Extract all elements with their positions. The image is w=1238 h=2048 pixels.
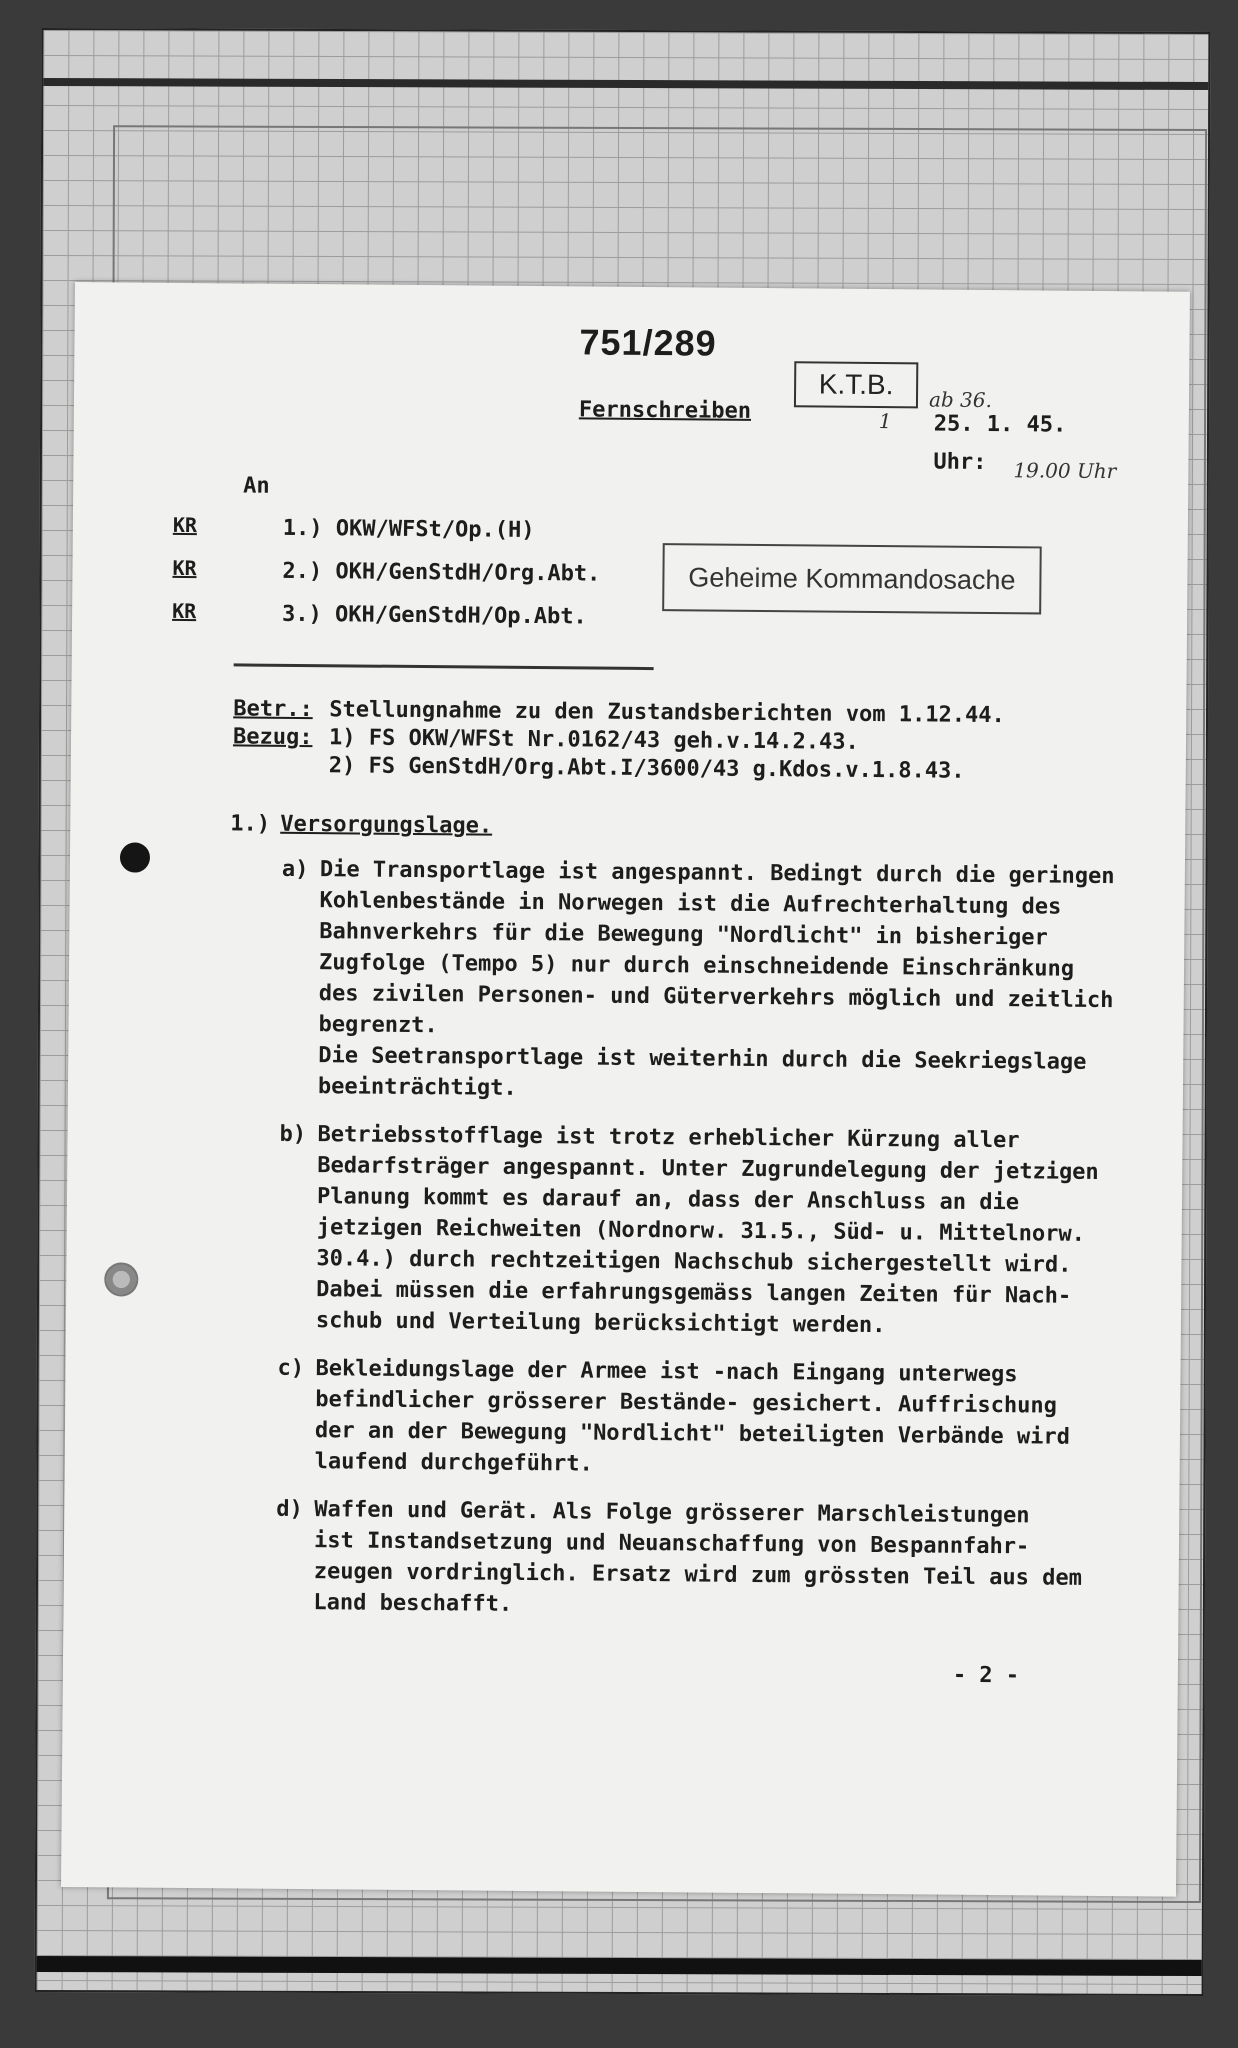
recipient-1: 1.) OKW/WFSt/Op.(H) bbox=[282, 515, 535, 544]
reference-2: 2) FS GenStdH/Org.Abt.I/3600/43 g.Kdos.v.1.8.43. bbox=[328, 753, 965, 784]
item-b-line: schub und Verteilung berücksichtigt werden. bbox=[315, 1308, 886, 1339]
telex-document bbox=[61, 282, 1190, 1897]
item-b-line: jetzigen Reichweiten (Nordnorw. 31.5., Süd- u. Mittelnorw. bbox=[316, 1215, 1086, 1247]
subject-text: Stellungnahme zu den Zustandsberichten vom 1.12.44. bbox=[329, 697, 1005, 729]
item-d-line: Waffen und Gerät. Als Folge grösserer Marschleistungen bbox=[314, 1497, 1030, 1529]
document-date: 25. 1. 45. bbox=[933, 411, 1067, 438]
document-number: 751/289 bbox=[579, 321, 717, 364]
item-b-line: Betriebsstofflage ist trotz erheblicher Kürzung aller bbox=[317, 1122, 1020, 1154]
item-a-line: Die Seetransportlage ist weiterhin durch die Seekriegslage bbox=[318, 1043, 1087, 1075]
kr-mark: KR bbox=[172, 555, 197, 581]
to-label: An bbox=[243, 473, 270, 499]
item-d-line: Land beschafft. bbox=[313, 1590, 513, 1617]
item-c-label: c) bbox=[277, 1355, 305, 1382]
item-b-label: b) bbox=[279, 1121, 307, 1148]
item-a-line: Zugfolge (Tempo 5) nur durch einschneidende Einschränkung bbox=[318, 950, 1075, 982]
punch-hole-icon bbox=[120, 842, 150, 872]
kr-mark: KR bbox=[172, 512, 198, 538]
date-handwritten: ab 36. bbox=[928, 387, 993, 413]
subject-label: Betr.: bbox=[233, 696, 313, 723]
time-label: Uhr: bbox=[933, 449, 987, 475]
classification-stamp: Geheime Kommandosache bbox=[662, 543, 1042, 614]
item-a-label: a) bbox=[281, 856, 309, 883]
ktb-stamp: K.T.B. bbox=[794, 361, 918, 408]
item-c-line: Bekleidungslage der Armee ist -nach Eingang unterwegs bbox=[315, 1356, 1018, 1388]
date-annotation: 1 bbox=[878, 409, 892, 434]
item-c-line: der an der Bewegung "Nordlicht" beteiligten Verbände wird bbox=[314, 1418, 1071, 1450]
item-d-line: ist Instandsetzung und Neuanschaffung von Bespannfahr- bbox=[313, 1528, 1030, 1560]
reference-1: 1) FS OKW/WFSt Nr.0162/43 geh.v.14.2.43. bbox=[328, 725, 859, 755]
top-band bbox=[43, 78, 1208, 90]
item-a-line: begrenzt. bbox=[318, 1012, 438, 1039]
item-d-label: d) bbox=[276, 1496, 303, 1523]
time-handwritten: 19.00 Uhr bbox=[1013, 458, 1117, 484]
item-a-line: Bahnverkehrs für die Bewegung "Nordlicht" in bisheriger bbox=[319, 919, 1048, 951]
item-a-line: beeinträchtigt. bbox=[317, 1074, 517, 1101]
bottom-band bbox=[37, 1956, 1202, 1976]
section-number: 1.) bbox=[230, 811, 271, 837]
item-c-line: befindlicher grösserer Bestände- gesichert. Auffrischung bbox=[315, 1387, 1058, 1419]
page-continuation: - 2 - bbox=[952, 1662, 1020, 1689]
divider bbox=[234, 663, 654, 670]
item-b-line: 30.4.) durch rechtzeitigen Nachschub sichergestellt wird. bbox=[316, 1246, 1072, 1278]
recipient-2: 2.) OKH/GenStdH/Org.Abt. bbox=[282, 558, 601, 587]
item-a-line: des zivilen Personen- und Güterverkehrs möglich und zeitlich bbox=[318, 981, 1114, 1014]
punch-hole-icon bbox=[104, 1262, 138, 1296]
item-b-line: Dabei müssen die erfahrungsgemäss langen Zeiten für Nach- bbox=[316, 1277, 1072, 1309]
recipient-3: 3.) OKH/GenStdH/Op.Abt. bbox=[281, 601, 587, 630]
item-b-line: Planung kommt es darauf an, dass der Anschluss an die bbox=[316, 1184, 1020, 1216]
document-type: Fernschreiben bbox=[578, 397, 752, 424]
item-d-line: zeugen vordringlich. Ersatz wird zum grössten Teil aus dem bbox=[313, 1559, 1083, 1591]
item-c-line: laufend durchgeführt. bbox=[314, 1449, 593, 1477]
section-title: Versorgungslage. bbox=[280, 811, 493, 839]
reference-label: Bezug: bbox=[232, 724, 313, 751]
item-a-line: Die Transportlage ist angespannt. Bedingt durch die geringen bbox=[319, 857, 1115, 890]
kr-mark: KR bbox=[172, 598, 197, 624]
item-a-line: Kohlenbestände in Norwegen ist die Aufrechterhaltung des bbox=[319, 888, 1062, 920]
item-b-line: Bedarfsträger angespannt. Unter Zugrundelegung der jetzigen bbox=[317, 1153, 1099, 1185]
